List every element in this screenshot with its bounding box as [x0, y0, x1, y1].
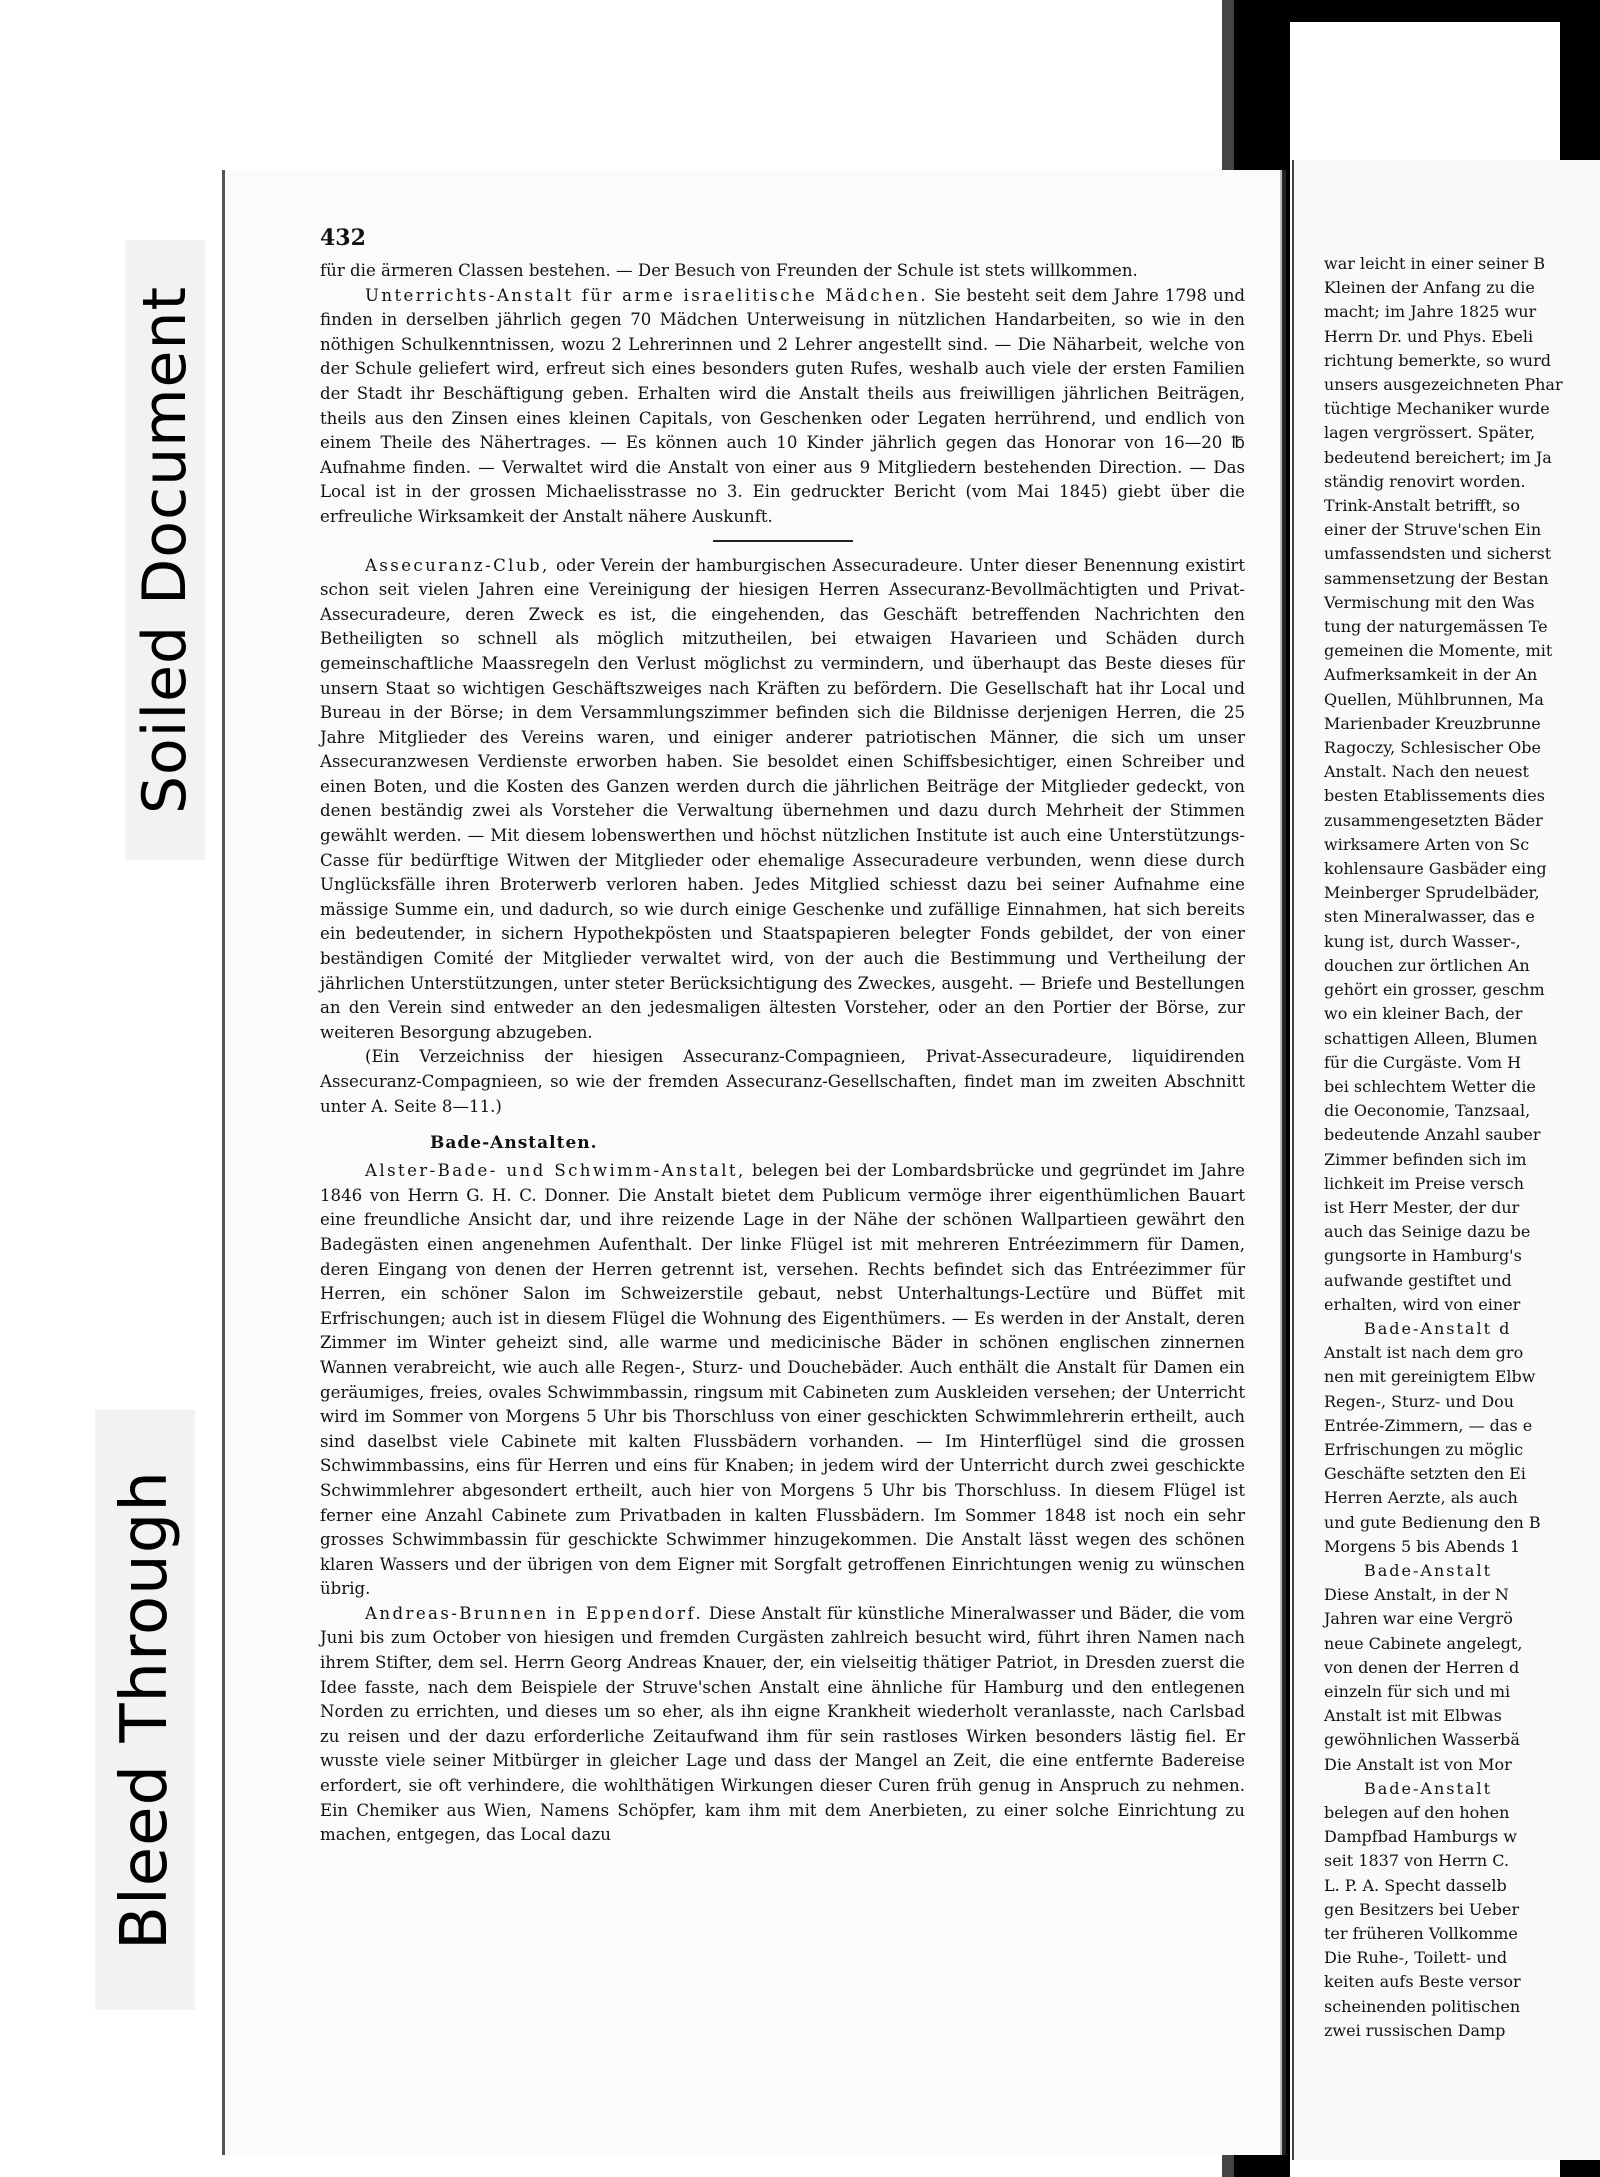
right-page-line: gemeinen die Momente, mit — [1324, 641, 1553, 661]
right-page-line: kung ist, durch Wasser-, — [1324, 931, 1521, 951]
right-page-line: Kleinen der Anfang zu die — [1324, 278, 1535, 298]
right-page-line: nen mit gereinigtem Elbw — [1324, 1367, 1536, 1387]
right-page-line: Herrn Dr. und Phys. Ebeli — [1324, 326, 1534, 346]
paragraph-title: Alster-Bade- und Schwimm-Anstalt, — [365, 1161, 746, 1181]
right-page-line: Anstalt ist mit Elbwas — [1324, 1706, 1502, 1726]
right-page-line: gehört ein grosser, geschm — [1324, 980, 1545, 1000]
right-page-line: und gute Bedienung den B — [1324, 1512, 1541, 1532]
right-page-line: ter früheren Vollkomme — [1324, 1924, 1518, 1944]
right-page-line: Die Anstalt ist von Mor — [1324, 1754, 1512, 1774]
right-page-line: macht; im Jahre 1825 wur — [1324, 302, 1537, 322]
right-page-line: Jahren war eine Vergrö — [1324, 1609, 1513, 1629]
right-page-line: Regen-, Sturz- und Dou — [1324, 1391, 1515, 1411]
book-page-left — [222, 170, 1282, 2155]
page-content — [320, 225, 1245, 1848]
bleed-through-label — [95, 1410, 195, 2010]
bleed-through-text: Bleed Through — [108, 1470, 182, 1950]
section-heading-bade-anstalten: Bade-Anstalten. — [430, 1133, 598, 1154]
right-page-line: bedeutende Anzahl sauber — [1324, 1125, 1541, 1145]
paragraph-body: Diese Anstalt für künstliche Mineralwasser und Bäder, die vom Juni bis zum October von hiesigen und fremden Curgästen zahlreich besucht wird, führt ihren Namen nach ihrem Stifter, dem sel. Herrn Georg Andreas Knauer, der, ein vielseitig thätiger Patriot, in Dresden zuerst die Idee fasste, nach dem Beispiele der Struve'schen Anstalt eine ähnliche für Hamburg und den entlegenen Norden zu errichten, und dieses um so eher, als ihn eigne Krankheit wiederholt veranlasste, nach Carlsbad zu reisen und der dazu erforderliche Zeitaufwand ihm für sein rastloses Wirken besonders lästig fiel. Er wusste viele seiner Mitbürger in gleicher Lage und dass der Mangel an Zeit, die eine entfernte Badereise erfordert, sie oft verhindere, die wohlthätigen Wirkungen dieser Curen früh genug in Anspruch zu nehmen. Ein Chemiker aus Wien, Namens Schöpfer, kam ihm mit dem Anerbieten, zu einer solche Einrichtung zu machen, entgegen, das Local dazu — [320, 1603, 1245, 1845]
right-page-line: keiten aufs Beste versor — [1324, 1972, 1521, 1992]
right-page-line: einer der Struve'schen Ein — [1324, 520, 1542, 540]
right-page-line: erhalten, wird von einer — [1324, 1294, 1521, 1314]
right-page-line: Anstalt. Nach den neuest — [1324, 762, 1529, 782]
right-page-line: Bade-Anstalt — [1364, 1560, 1492, 1580]
right-page-line: Erfrischungen zu möglic — [1324, 1439, 1524, 1459]
right-page-line: tüchtige Mechaniker wurde — [1324, 399, 1550, 419]
paragraph-alster-bade — [320, 1159, 1245, 1602]
right-page-line: ist Herr Mester, der dur — [1324, 1197, 1520, 1217]
right-page-line: wirksamere Arten von Sc — [1324, 834, 1530, 854]
right-page-line: gungsorte in Hamburg's — [1324, 1246, 1522, 1266]
right-page-line: von denen der Herren d — [1324, 1657, 1520, 1677]
right-page-line: neue Cabinete angelegt, — [1324, 1633, 1523, 1653]
right-page-line: gen Besitzers bei Ueber — [1324, 1899, 1520, 1919]
right-page-line: bei schlechtem Wetter die — [1324, 1076, 1536, 1096]
paragraph-title: Andreas-Brunnen in Eppendorf. — [365, 1603, 704, 1623]
right-page-line: Diese Anstalt, in der N — [1324, 1585, 1509, 1605]
paragraph-andreas-brunnen — [320, 1602, 1245, 1848]
right-page-line: Dampfbad Hamburgs w — [1324, 1827, 1517, 1847]
right-page-line: wo ein kleiner Bach, der — [1324, 1004, 1523, 1024]
right-page-line: douchen zur örtlichen An — [1324, 955, 1530, 975]
right-page-column — [1324, 252, 1600, 2043]
right-page-line: Geschäfte setzten den Ei — [1324, 1464, 1526, 1484]
right-page-line: Quellen, Mühlbrunnen, Ma — [1324, 689, 1544, 709]
soiled-document-text: Soiled Document — [130, 285, 200, 815]
right-page-line: auch das Seinige dazu be — [1324, 1222, 1531, 1242]
right-page-line: Meinberger Sprudelbäder, — [1324, 883, 1540, 903]
paragraph-israelitische-maedchen — [320, 284, 1245, 530]
page-number: 432 — [320, 225, 366, 251]
right-page-line: umfassendsten und sicherst — [1324, 544, 1552, 564]
right-page-line: Zimmer befinden sich im — [1324, 1149, 1527, 1169]
right-page-line: einzeln für sich und mi — [1324, 1681, 1511, 1701]
right-page-line: Aufmerksamkeit in der An — [1324, 665, 1538, 685]
right-page-line: Bade-Anstalt d — [1364, 1318, 1512, 1338]
paragraph-body: Sie besteht seit dem Jahre 1798 und finden in derselben jährlich gegen 70 Mädchen Unterweisung in nützlichen Handarbeiten, so wie in den nöthigen Schulkenntnissen, wozu 2 Lehrerinnen und 2 Lehrer angestellt sind. — Die Näharbeit, welche von der Schule geliefert wird, erfreut sich eines besonders guten Rufes, weshalb auch viele der ersten Familien der Stadt ihr Beschäftigung geben. Erhalten wird die Anstalt theils aus freiwilligen jährlichen Beiträgen, theils aus den Zinsen eines kleinen Capitals, von Geschenken oder Legaten herrührend, und endlich von einem Theile des Nähertrages. — Es können auch 10 Kinder jährlich gegen das Honorar von 16—20 ℔ Aufnahme finden. — Verwaltet wird die Anstalt von einer aus 9 Mitgliedern bestehenden Direction. — Das Local ist in der grossen Michaelisstrasse no 3. Ein gedruckter Bericht (vom Mai 1845) giebt über die erfreuliche Wirksamkeit der Anstalt nähere Auskunft. — [320, 285, 1245, 526]
right-page-line: zwei russischen Damp — [1324, 2020, 1506, 2040]
paragraph-schule-end: für die ärmeren Classen bestehen. — Der Besuch von Freunden der Schule ist stets willkommen. — [320, 261, 1138, 280]
right-page-line: sten Mineralwasser, das e — [1324, 907, 1535, 927]
right-page-line: kohlensaure Gasbäder eing — [1324, 859, 1547, 879]
right-page-line: lichkeit im Preise versch — [1324, 1173, 1525, 1193]
right-page-line: Trink-Anstalt betrifft, so — [1324, 496, 1520, 516]
right-page-line: richtung bemerkte, so wurd — [1324, 350, 1551, 370]
right-page-line: L. P. A. Specht dasselb — [1324, 1875, 1507, 1895]
paragraph-title: Assecuranz-Club, — [365, 555, 550, 575]
right-page-line: die Oeconomie, Tanzsaal, — [1324, 1101, 1531, 1121]
right-page-line: Ragoczy, Schlesischer Obe — [1324, 738, 1541, 758]
right-page-line: gewöhnlichen Wasserbä — [1324, 1730, 1520, 1750]
right-page-line: Morgens 5 bis Abends 1 — [1324, 1536, 1521, 1556]
right-page-line: tung der naturgemässen Te — [1324, 617, 1548, 637]
right-page-line: zusammengesetzten Bäder — [1324, 810, 1543, 830]
right-page-line: für die Curgäste. Vom H — [1324, 1052, 1522, 1072]
right-page-line: ständig renovirt worden. — [1324, 471, 1526, 491]
right-page-line: schattigen Alleen, Blumen — [1324, 1028, 1538, 1048]
right-page-line: Marienbader Kreuzbrunne — [1324, 713, 1541, 733]
right-page-line: Bade-Anstalt — [1364, 1778, 1492, 1798]
paragraph-body: oder Verein der hamburgischen Assecuradeure. Unter dieser Benennung existirt schon seit vielen Jahren eine Vereinigung der hiesigen Herren Assecuranz-Bevollmächtigten und Privat-Assecuradeure, deren Zweck es ist, die eingehenden, das Geschäft betreffenden Nachrichten den Betheiligten so schnell als möglich mitzutheilen, bei etwaigen Havarieen und Schäden durch gemeinschaftliche Maassregeln den Verlust möglichst zu vermindern, und überhaupt das Beste dieses für unsern Staat so wichtigen Geschäftszweiges nach Kräften zu befördern. Die Gesellschaft hat ihr Local und Bureau in der Börse; in dem Versammlungszimmer befinden sich die Bildnisse derjenigen Herren, die 25 Jahre Mitglieder des Vereins waren, und einiger anderer patriotischen Männer, die sich um unser Assecuranzwesen Verdienste erworben haben. Sie besoldet einen Schiffsbesichtiger, einen Schreiber und einen Boten, und die Kosten des Ganzen werden durch die jährlichen Beiträge der Mitglieder gedeckt, von denen beständig zwei als Vorsteher die Verwaltung übernehmen und dazu durch Mehrheit der Stimmen gewählt werden. — Mit diesem lobenswerthen und höchst nützlichen Institute ist auch eine Unterstützungs-Casse für bedürftige Witwen der Mitglieder oder ehemalige Assecuradeure verbunden, wenn diese durch Unglücksfälle ihren Broterwerb verloren haben. Jedes Mitglied schiesst dazu bei seiner Aufnahme eine mässige Summe ein, und dadurch, so wie durch einige Geschenke und zufällige Einnahmen, hat sich bereits ein bedeutender, in sichern Hypothekpösten und Staatspapieren belegter Fonds gebildet, der von einer beständigen Comité der Mitglieder verwaltet wird, von der auch die Bestimmung und Vertheilung der jährlichen Unterstützungen, unter steter Berücksichtigung des Zweckes, ausgeht. — Briefe und Bestellungen an den Verein sind entweder an den jedesmaligen ältesten Vorsteher, oder an den Portier der Börse, zur weiteren Besorgung abzugeben. — [320, 555, 1245, 1042]
right-page-line: Entrée-Zimmern, — das e — [1324, 1415, 1533, 1435]
right-page-line: aufwande gestiftet und — [1324, 1270, 1512, 1290]
right-page-line: unsers ausgezeichneten Phar — [1324, 375, 1563, 395]
paragraph-body: belegen bei der Lombardsbrücke und gegründet im Jahre 1846 von Herrn G. H. C. Donner. Die Anstalt bietet dem Publicum vermöge ihrer eigenthümlichen Bauart eine freundliche Ansicht dar, und ihre reizende Lage in der Nähe der schönen Wallpartieen gewährt den Badegästen einen angenehmen Aufenthalt. Der linke Flügel ist mit mehreren Entréezimmern für Damen, deren Eingang von denen der Herren getrennt ist, versehen. Rechts befindet sich das Entréezimmer für Herren, ein schöner Salon im Schweizerstile gebaut, nebst Unterhaltungs-Lectüre und Büffet mit Erfrischungen; auch ist in diesem Flügel die Wohnung des Eigenthümers. — Es werden in der Anstalt, deren Zimmer im Winter geheizt sind, alle warme und medicinische Bäder in schönen englischen zinnernen Wannen verabreicht, wie auch alle Regen-, Sturz- und Douchebäder. Auch enthält die Anstalt für Damen ein geräumiges, freies, ovales Schwimmbassin, ringsum mit Cabineten zum Auskleiden versehen; der Unterricht wird im Sommer von Morgens 5 Uhr bis Thorschluss von einer geschickten Schwimmlehrerin ertheilt, auch sind daselbst viele Cabinete mit kalten Flussbädern vorhanden. — Im Hinterflügel sind die grossen Schwimmbassins, eins für Herren und eins für Knaben; in jedem wird der Unterricht durch zwei geschickte Schwimmlehrer abgesondert ertheilt, auch hier von Morgens 5 Uhr bis Thorschluss. In diesem Flügel ist ferner eine Anzahl Cabinete zum Privatbaden in kalten Flussbädern. Im Sommer 1848 ist noch ein sehr grosses Schwimmbassin für geschickte Schwimmer hinzugekommen. Die Anstalt lässt wegen des schönen klaren Wassers und der übrigen von dem Eigner mit Sorgfalt getroffenen Einrichtungen wenig zu wünschen übrig. — [320, 1161, 1245, 1599]
right-page-line: sammensetzung der Bestan — [1324, 568, 1549, 588]
section-divider — [713, 540, 853, 542]
right-page-line: seit 1837 von Herrn C. — [1324, 1851, 1510, 1871]
right-page-line: Anstalt ist nach dem gro — [1324, 1343, 1524, 1363]
right-page-line: belegen auf den hohen — [1324, 1803, 1510, 1822]
paragraph-title: Unterrichts-Anstalt für arme israelitische Mädchen. — [365, 285, 929, 305]
soiled-document-label — [125, 240, 205, 860]
right-page-line: Vermischung mit den Was — [1324, 592, 1535, 612]
right-page-line: lagen vergrössert. Später, — [1324, 423, 1536, 443]
right-page-line: Herren Aerzte, als auch — [1324, 1488, 1518, 1508]
right-page-line: war leicht in einer seiner B — [1324, 254, 1546, 273]
book-page-right — [1292, 160, 1600, 2160]
right-page-line: bedeutend bereichert; im Ja — [1324, 447, 1552, 467]
right-page-line: besten Etablissements dies — [1324, 786, 1545, 806]
right-page-line: scheinenden politischen — [1324, 1996, 1521, 2016]
right-page-line: Die Ruhe-, Toilett- und — [1324, 1948, 1508, 1968]
paragraph-assecuranz-club — [320, 554, 1245, 1046]
paragraph-verzeichniss: (Ein Verzeichniss der hiesigen Assecuranz-Compagnieen, Privat-Assecuradeure, liquidirenden Assecuranz-Compagnieen, so wie der fremden Assecuranz-Gesellschaften, findet man im zweiten Abschnitt unter A. Seite 8—11.) — [320, 1047, 1245, 1116]
